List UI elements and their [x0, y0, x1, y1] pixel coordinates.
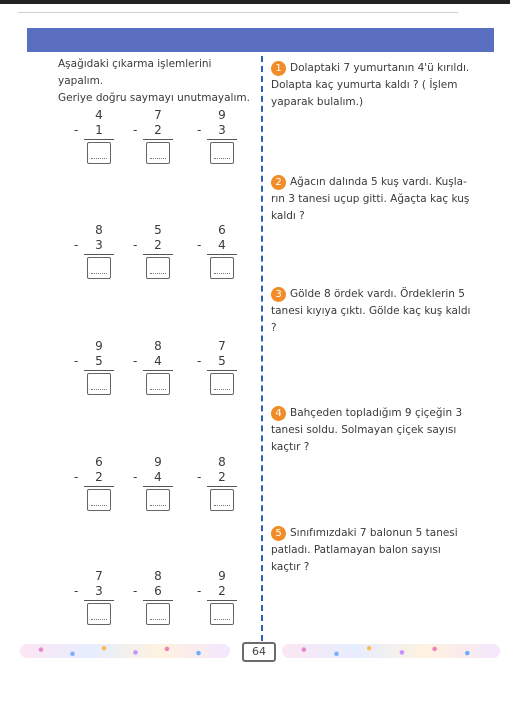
- instructions-line-2: Geriye doğru saymayı unutmayalım.: [58, 92, 250, 104]
- subtraction-problem: [133, 108, 175, 164]
- minuend: 9: [218, 569, 226, 583]
- subtraction-problem: [74, 223, 116, 279]
- minuend: 8: [154, 569, 162, 583]
- minuend: 7: [218, 339, 226, 353]
- question-number: 5: [271, 526, 286, 541]
- result-line: [143, 139, 173, 140]
- subtrahend: 3: [95, 584, 103, 598]
- word-problem: [271, 405, 471, 456]
- stars-decoration-right: [282, 644, 500, 658]
- result-line: [207, 254, 237, 255]
- footer-decoration: [20, 638, 500, 664]
- word-problem: [271, 286, 471, 337]
- answer-box[interactable]: [87, 142, 111, 164]
- subtraction-problem: [197, 569, 239, 625]
- subtrahend: 4: [154, 354, 162, 368]
- subtraction-problem: [133, 569, 175, 625]
- question-number: 3: [271, 287, 286, 302]
- question-text: Gölde 8 ördek vardı. Ördeklerin 5 tanesi kıyıya çıktı. Gölde kaç kuş kaldı ?: [271, 288, 471, 334]
- subtrahend: 2: [95, 470, 103, 484]
- instructions-line-1: Aşağıdaki çıkarma işlemlerini yapalım.: [58, 58, 212, 87]
- subtraction-problem: [197, 339, 239, 395]
- subtraction-problem: [74, 569, 116, 625]
- minuend: 8: [154, 339, 162, 353]
- header-bar: [27, 28, 494, 52]
- subtrahend: 2: [154, 238, 162, 252]
- answer-box[interactable]: [87, 257, 111, 279]
- minuend: 6: [95, 455, 103, 469]
- subtraction-problem: [197, 223, 239, 279]
- answer-box[interactable]: [146, 373, 170, 395]
- minuend: 8: [95, 223, 103, 237]
- result-line: [207, 139, 237, 140]
- subtraction-problem: [74, 108, 116, 164]
- top-border: [0, 0, 510, 4]
- subtraction-problem: [133, 339, 175, 395]
- subtrahend: 4: [218, 238, 226, 252]
- minus-sign: -: [74, 470, 79, 484]
- minuend: 8: [218, 455, 226, 469]
- minus-sign: -: [133, 584, 138, 598]
- minuend: 7: [95, 569, 103, 583]
- subtraction-problem: [74, 455, 116, 511]
- minus-sign: -: [133, 238, 138, 252]
- minuend: 6: [218, 223, 226, 237]
- result-line: [207, 600, 237, 601]
- minus-sign: -: [133, 354, 138, 368]
- subtrahend: 3: [218, 123, 226, 137]
- result-line: [84, 600, 114, 601]
- word-problem: [271, 525, 471, 576]
- minuend: 9: [95, 339, 103, 353]
- answer-box[interactable]: [146, 603, 170, 625]
- top-rule: [18, 12, 458, 13]
- question-text: Sınıfımızdaki 7 balonun 5 tanesi patladı. Patlamayan balon sayısı kaçtır ?: [271, 527, 458, 573]
- answer-box[interactable]: [210, 489, 234, 511]
- minus-sign: -: [133, 470, 138, 484]
- minus-sign: -: [197, 584, 202, 598]
- result-line: [143, 486, 173, 487]
- result-line: [84, 139, 114, 140]
- minus-sign: -: [74, 238, 79, 252]
- minus-sign: -: [133, 123, 138, 137]
- subtrahend: 3: [95, 238, 103, 252]
- question-text: Bahçeden topladığım 9 çiçeğin 3 tanesi soldu. Solmayan çiçek sayısı kaçtır ?: [271, 407, 463, 453]
- answer-box[interactable]: [146, 489, 170, 511]
- result-line: [84, 254, 114, 255]
- answer-box[interactable]: [87, 603, 111, 625]
- subtrahend: 2: [218, 584, 226, 598]
- subtraction-problem: [133, 223, 175, 279]
- result-line: [207, 486, 237, 487]
- page-number: 64: [242, 642, 276, 662]
- minus-sign: -: [74, 354, 79, 368]
- question-text: Ağacın dalında 5 kuş vardı. Kuşla-rın 3 tanesi uçup gitti. Ağaçta kaç kuş kaldı ?: [271, 176, 470, 222]
- subtraction-problem: [74, 339, 116, 395]
- minus-sign: -: [197, 470, 202, 484]
- column-divider: [261, 56, 263, 641]
- answer-box[interactable]: [146, 257, 170, 279]
- minuend: 5: [154, 223, 162, 237]
- subtraction-problem: [133, 455, 175, 511]
- result-line: [84, 486, 114, 487]
- instructions: [58, 56, 258, 107]
- subtrahend: 5: [218, 354, 226, 368]
- result-line: [143, 370, 173, 371]
- minus-sign: -: [197, 354, 202, 368]
- minuend: 7: [154, 108, 162, 122]
- minus-sign: -: [197, 238, 202, 252]
- word-problem: [271, 174, 471, 225]
- minus-sign: -: [197, 123, 202, 137]
- question-number: 2: [271, 175, 286, 190]
- subtrahend: 5: [95, 354, 103, 368]
- minuend: 9: [154, 455, 162, 469]
- subtraction-problem: [197, 455, 239, 511]
- minus-sign: -: [74, 123, 79, 137]
- result-line: [143, 254, 173, 255]
- subtraction-problem: [197, 108, 239, 164]
- question-number: 1: [271, 61, 286, 76]
- subtrahend: 1: [95, 123, 103, 137]
- subtrahend: 2: [218, 470, 226, 484]
- subtrahend: 4: [154, 470, 162, 484]
- minuend: 4: [95, 108, 103, 122]
- answer-box[interactable]: [87, 489, 111, 511]
- answer-box[interactable]: [210, 142, 234, 164]
- subtrahend: 2: [154, 123, 162, 137]
- stars-decoration-left: [20, 644, 230, 658]
- minus-sign: -: [74, 584, 79, 598]
- subtrahend: 6: [154, 584, 162, 598]
- minuend: 9: [218, 108, 226, 122]
- answer-box[interactable]: [210, 603, 234, 625]
- word-problem: [271, 60, 471, 111]
- answer-box[interactable]: [87, 373, 111, 395]
- result-line: [84, 370, 114, 371]
- result-line: [143, 600, 173, 601]
- question-text: Dolaptaki 7 yumurtanın 4'ü kırıldı. Dolapta kaç yumurta kaldı ? ( İşlem yaparak bulalım.): [271, 62, 470, 108]
- question-number: 4: [271, 406, 286, 421]
- answer-box[interactable]: [210, 257, 234, 279]
- answer-box[interactable]: [146, 142, 170, 164]
- answer-box[interactable]: [210, 373, 234, 395]
- result-line: [207, 370, 237, 371]
